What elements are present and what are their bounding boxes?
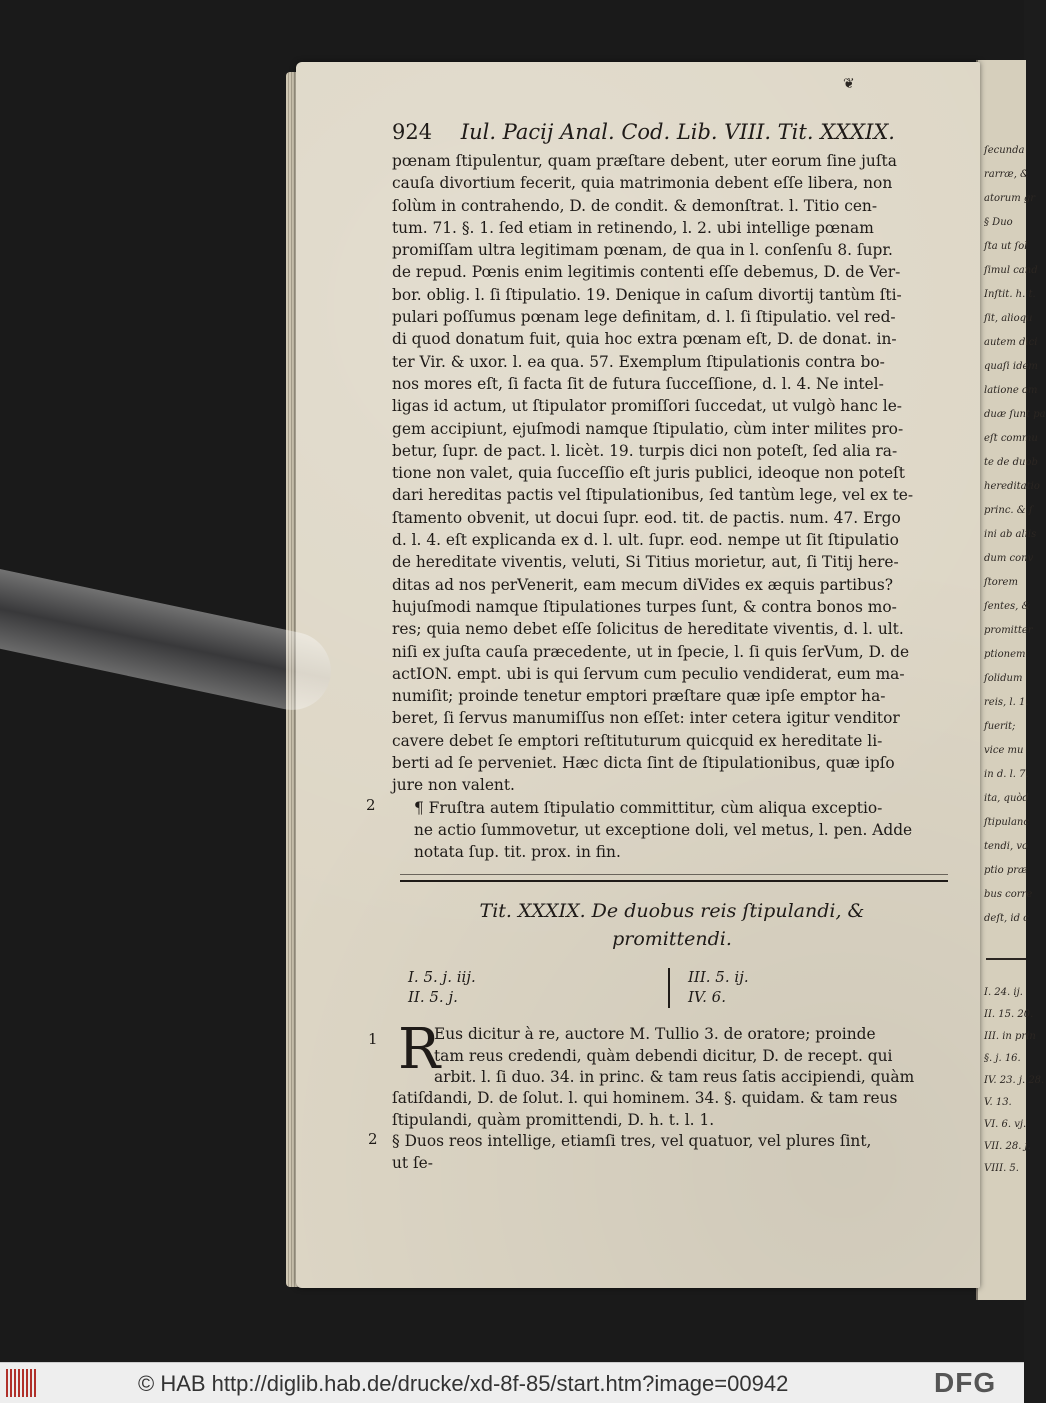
next-page-fragment-line: ſtorem: [984, 577, 1018, 588]
next-page-fragment-line: rarræ, &: [984, 169, 1029, 180]
next-page-fragment-line: ptio præ: [984, 865, 1028, 876]
next-page-fragment-line: ſecunda: [984, 145, 1025, 156]
body-line: gem accipiunt, ejuſmodi namque ſtipulatio, cùm inter milites pro-: [392, 419, 904, 438]
marginal-number: 1: [368, 1030, 378, 1048]
next-page-fragment-line: quaſi idem: [984, 361, 1038, 372]
section-paragraph-head: [434, 1024, 952, 1089]
next-page-ref-line: VII. 28. j.: [984, 1141, 1031, 1152]
body-line: ſtamento obvenit, ut docui ſupr. eod. tit. de pactis. num. 47. Ergo: [392, 508, 901, 527]
next-page-fragment-line: ſit, alioqu: [984, 313, 1033, 324]
body-text: [392, 150, 954, 864]
next-page-fragment-line: hereditatio: [984, 481, 1040, 492]
body-line: pœnam ſtipulentur, quam præſtare debent, uter eorum ſine juſta: [392, 152, 897, 170]
ref-item: I. 5. j. iij.: [408, 968, 476, 986]
page-number: 924: [392, 120, 433, 144]
ref-item: IV. 6.: [688, 988, 726, 1006]
section-title-line1: Tit. XXXIX. De duobus reis ſtipulandi, &: [479, 900, 865, 922]
next-page-fragment-line: fuerit;: [984, 721, 1016, 732]
next-page-fragment-line: vice mu: [984, 745, 1024, 756]
footer-bar: [0, 1362, 1024, 1403]
running-title: Iul. Pacij Anal. Cod. Lib. VIII. Tit. XXXIX.: [460, 120, 895, 144]
body-line: betur, ſupr. de pact. l. licèt. 19. turpis dici non poteſt, ſed alia ra-: [392, 441, 898, 460]
paragraph-line: tam reus credendi, quàm debendi dicitur, D. de recept. qui: [434, 1046, 893, 1065]
next-page-fragment-line: ini ab aliis: [984, 529, 1037, 540]
next-page-fragment-line: ſimul cand: [984, 265, 1038, 276]
next-page-fragment-line: ita, quòd: [984, 793, 1029, 804]
next-page-ref-line: VI. 6. vj.: [984, 1119, 1027, 1130]
marginal-number: 2: [366, 796, 376, 814]
body-line: beret, ſi ſervus manumiſſus non eſſet: inter cetera igitur venditor: [392, 709, 900, 728]
next-page-fragment-line: atorum gr: [984, 193, 1036, 204]
next-page-ref-line: IV. 23. j. 28.: [984, 1075, 1045, 1086]
paragraph-line: § Duos reos intellige, etiamſi tres, vel quatuor, vel plures ſint,: [392, 1132, 872, 1150]
next-page-ref-line: §. j. 16.: [984, 1053, 1021, 1064]
running-head: [392, 120, 912, 144]
body-line: de repud. Pœnis enim legitimis contenti eſſe debemus, D. de Ver-: [392, 263, 901, 282]
book-page: [296, 62, 980, 1288]
note-line: ¶ Fruſtra autem ſtipulatio committitur, cùm aliqua exceptio-: [414, 798, 883, 817]
body-line: ditas ad nos perVenerit, eam mecum diVides ex æquis partibus?: [392, 575, 894, 594]
body-line: jure non valent.: [392, 776, 515, 795]
paragraph-line: ſtipulandi, quàm promittendi, D. h. t. l. 1.: [392, 1110, 715, 1129]
body-line: res; quia nemo debet eſſe ſolicitus de hereditate viventis, d. l. ult.: [392, 620, 904, 639]
refs-divider: [668, 968, 670, 1008]
next-page-fragment-line: promitter: [984, 625, 1033, 636]
next-page-fragment-line: duæ ſunt pa: [984, 409, 1046, 420]
body-line: berti ad ſe perveniet. Hæc dicta ſint de ſtipulationibus, quæ ipſo: [392, 754, 895, 773]
next-page-fragment-line: bus corre: [984, 889, 1033, 900]
body-line: nos mores eſt, ſi facta ſit de futura ſucceſſione, d. l. 4. Ne intel-: [392, 374, 884, 393]
drop-cap: R: [398, 1017, 441, 1082]
body-line: ligas id actum, ut ſtipulator promiſſori ſuccedat, ut vulgò hanc le-: [392, 397, 903, 416]
body-line: numiſit; proinde tenetur emptori præſtare quæ ipſe emptor ha-: [392, 687, 886, 706]
paragraph-line: ſatiſdandi, D. de ſolut. l. qui hominem. 34. §. quidam. & tam reus: [392, 1089, 898, 1107]
section-title-line2: promittendi.: [612, 928, 732, 950]
next-page-fragment: [976, 60, 1046, 1300]
section-rule: [400, 880, 948, 882]
body-line: bor. oblig. l. ſi ſtipulatio. 19. Denique in caſum divortij tantùm ſti-: [392, 285, 902, 304]
body-line: cavere debet ſe emptori reſtituturum quicquid ex hereditate li-: [392, 731, 883, 750]
paragraph-line: Eus dicitur à re, auctore M. Tullio 3. de oratore; proinde: [434, 1025, 876, 1043]
citation-text: © HAB http://diglib.hab.de/drucke/xd-8f-85/start.htm?image=00942: [138, 1371, 789, 1396]
next-page-fragment-line: ptionem: [984, 649, 1026, 660]
next-page-fragment-line: ſtipulanc: [984, 817, 1029, 828]
body-line: ter Vir. & uxor. l. ea qua. 57. Exemplum ſtipulationis contra bo-: [392, 352, 885, 371]
paragraph-line: arbit. l. ſi duo. 34. in princ. & tam reus ſatis accipiendi, quàm: [434, 1068, 915, 1086]
body-line: ſolùm in contrahendo, D. de condit. & demonſtrat. l. Titio cen-: [392, 196, 878, 215]
body-line: tione non valet, quia ſucceſſio eſt juris publici, ideoque non poteſt: [392, 464, 905, 483]
body-line: promiſſam ultra legitimam pœnam, de qua in l. conſenſu 8. ſupr.: [392, 241, 893, 260]
next-page-fragment-line: latione om: [984, 385, 1038, 396]
next-page-fragment-line: ſta ut ſol: [984, 241, 1028, 252]
next-page-fragment-line: § Duo: [984, 217, 1013, 228]
next-page-fragment-line: autem dici: [984, 337, 1038, 348]
next-page-fragment-line: tendi, vo: [984, 841, 1029, 852]
library-barcode-icon: [6, 1369, 38, 1397]
refs-left: [408, 967, 476, 1007]
next-page-fragment-line: dum conv: [984, 553, 1034, 564]
ref-item: II. 5. j.: [408, 988, 458, 1006]
ref-item: III. 5. ij.: [688, 968, 749, 986]
section-rule-thin: [400, 874, 948, 875]
body-line: hujuſmodi namque ſtipulationes turpes ſunt, & contra bonos mo-: [392, 597, 897, 616]
marginal-number: 2: [368, 1130, 378, 1148]
next-page-ref-line: I. 24. ij.: [984, 987, 1023, 998]
note-line: ne actio ſummovetur, ut exceptione doli, vel metus, l. pen. Adde: [414, 820, 913, 839]
paragraph-line: ut ſe-: [392, 1153, 433, 1172]
next-page-fragment-line: in d. l. 7.: [984, 769, 1029, 780]
next-page-ref-line: II. 15. 20.: [984, 1009, 1034, 1020]
next-page-fragment-line: ſolidum: [984, 673, 1023, 684]
body-line: niſi ex juſta cauſa præcedente, ut in ſpecie, l. ſi quis ſerVum, D. de: [392, 642, 910, 661]
refs-right: [688, 967, 749, 1007]
body-line: cauſa divortium fecerit, quia matrimonia debent eſſe libera, non: [392, 174, 893, 193]
note-line: notata ſup. tit. prox. in fin.: [414, 843, 621, 862]
body-line: tum. 71. §. 1. ſed etiam in retinendo, l. 2. ubi intellige pœnam: [392, 218, 874, 237]
next-page-rule: [986, 958, 1026, 960]
body-line: d. l. 4. eſt explicanda ex d. l. ult. ſupr. eod. nempe ut ſit ſtipulatio: [392, 531, 899, 550]
body-line: actION. empt. ubi is qui ſervum cum peculio vendiderat, eum ma-: [392, 664, 905, 683]
next-page-ref-line: III. in prin: [984, 1031, 1036, 1042]
next-page-fragment-line: te de duob: [984, 457, 1038, 468]
next-page-ref-line: VIII. 5.: [984, 1163, 1019, 1174]
next-page-ref-line: V. 13.: [984, 1097, 1012, 1108]
next-page-fragment-line: deſt, id c: [984, 913, 1029, 924]
next-page-fragment-line: ſentes, &: [984, 601, 1031, 612]
body-line: di quod donatum fuit, quia hoc extra pœnam eſt, D. de donat. in-: [392, 330, 897, 349]
section-paragraph-rest: [392, 1088, 952, 1174]
body-line: dari hereditas pactis vel ſtipulationibus, ſed tantùm lege, vel ex te-: [392, 486, 914, 505]
body-line: pulari poſſumus pœnam lege definitam, d. l. ſi ſtipulatio. vel red-: [392, 308, 896, 327]
next-page-fragment-line: eſt commu: [984, 433, 1038, 444]
next-page-fragment-line: princ. & ſ: [984, 505, 1033, 516]
next-page-fragment-line: Inſtit. h. t.: [984, 289, 1036, 300]
dfg-logo: DFG: [934, 1367, 997, 1398]
ornament-icon: ❦: [843, 76, 855, 92]
next-page-fragment-line: reis, l. 1.: [984, 697, 1029, 708]
body-line: de hereditate viventis, veluti, Si Titius morietur, aut, ſi Titij here-: [392, 553, 899, 572]
